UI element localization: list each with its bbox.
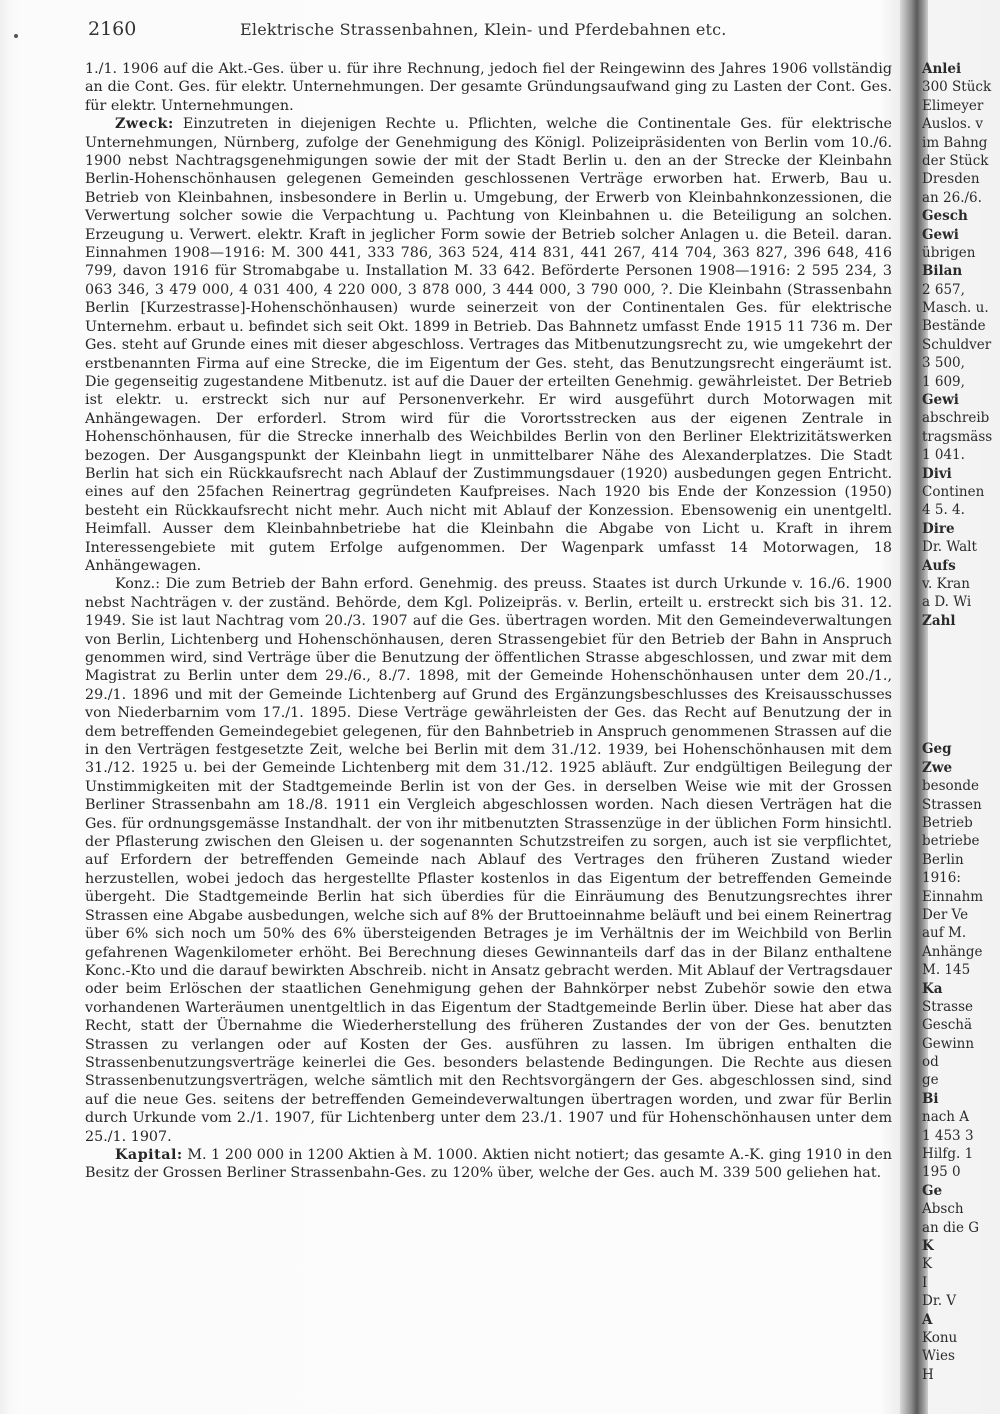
adjacent-page-line: auf M. <box>922 925 967 942</box>
adjacent-page-line: Geg <box>922 741 952 758</box>
adjacent-page-line: betriebe <box>922 833 980 850</box>
kapital-paragraph <box>85 1146 892 1183</box>
adjacent-page-line: K <box>922 1238 934 1254</box>
adjacent-page-line: Gewi <box>922 392 959 409</box>
adjacent-page-line: übrigen <box>922 244 976 261</box>
adjacent-page-line: Bi <box>922 1090 939 1107</box>
adjacent-page-line: besonde <box>922 778 980 795</box>
adjacent-page-line <box>922 704 1000 722</box>
adjacent-page-line <box>922 649 1000 667</box>
adjacent-page-line: Anlei <box>922 61 962 77</box>
adjacent-page-line: Bestände <box>922 318 986 335</box>
adjacent-page-line: Geschä <box>922 1017 973 1034</box>
adjacent-page-line: Aufs <box>922 557 956 574</box>
kapital-label: Kapital: <box>115 1146 183 1163</box>
adjacent-page-column <box>922 60 1000 1414</box>
adjacent-page-line: 195 0 <box>922 1164 961 1181</box>
adjacent-page-line: Strasse <box>922 998 974 1015</box>
adjacent-page-line: H <box>922 1366 934 1383</box>
adjacent-page-line: tragsmäss <box>922 428 993 445</box>
konz-paragraph: Konz.: Die zum Betrieb der Bahn erford. Genehmig. des preuss. Staates ist durch Urkunde v. 16./6. 1900 nebst Nachträgen v. der zuständ. Behörde, dem Kgl. Polizeipräs. v. Berlin, erteilt u. erstreckt sich bis 31. 12. 1949. Sie ist laut Nachtrag vom 20./3. 1907 auf die Ges. übertragen worden. Mit den Gemeindeverwaltungen von Berlin, Lichtenberg und Hohenschönhausen, deren Strassengebiet für den Betrieb der Bahn in Anspruch genommen wird, sind Verträge über die Benutzung der öffentlichen Strasse abgeschlossen, und zwar mit dem Magistrat zu Berlin unter dem 29./6., 8./7. 1898, mit der Gemeinde Hohenschönhausen unter dem 20./1., 29./1. 1896 und mit der Gemeinde Lichtenberg auf Grund des Ergänzungsbeschlusses des Kreisausschusses von Niederbarnim vom 17./1. 1895. Diese Verträge gewährleisten der Ges. das Recht auf Benutzung der in dem betreffenden Gemeindegebiet gelegenen, für den Bahnbetrieb in Anspruch genommenen Strassen auf die in den Verträgen festgesetzte Zeit, welche bei Berlin mit dem 31./12. 1939, bei Hohenschönhausen mit dem 31./12. 1925 u. bei der Gemeinde Lichtenberg mit dem 31./12. 1925 abläuft. Zur endgültigen Beilegung der Unstimmigkeiten mit der Stadtgemeinde Berlin ist von der Ges. in derselben Weise wie mit der Grossen Berliner Strassenbahn am 18./8. 1911 ein Vergleich abgeschlossen worden. Nach diesen Verträgen hat die Ges. für ordnungsgemässe Instandhalt. der von ihr mitbenutzten Strassenzüge in der üblichen Form hinsichtl. der Pflasterung zwischen den Gleisen u. der sogenannten Schutzstreifen zu sorgen, auch ist sie verpflichtet, auf Erfordern der betreffenden Gemeinde nach Ablauf des Vertrages den früheren Zustand wieder herzustellen, wobei jedoch das hergestellte Pflaster kostenlos in das Eigentum der betreffenden Gemeinde übergeht. Die Stadtgemeinde Berlin hat sich überdies für die Einräumung des Benutzungsrechtes ihrer Strassen eine Abgabe ausbedungen, welche sich auf 8% der Bruttoeinnahme beläuft und bei einem Reinertrag über 6% sich noch um 50% des 6% übersteigenden Betrages je im Verhältnis der im Weichbild von Berlin gefahrenen Wagenkilometer erhöht. Bei Berechnung dieses Gewinnanteils darf das in der Bilanz enthaltene Konc.-Kto und die darauf bewirkten Abschreib. nicht in Ansatz gebracht werden. Mit Ablauf der Vertragsdauer oder beim Erlöschen der staatlichen Genehmigung gehen der Bahnkörper nebst Zubehör sowie den etwa vorhandenen Warteräumen unentgeltlich in das Eigentum der Stadtgemeinde Berlin über. Diese hat aber das Recht, statt der Übernahme die Wiederherstellung des früheren Zustandes der von der Ges. benutzten Strassen zu verlangen oder auf Kosten der Ges. ausführen zu lassen. Im übrigen enthalten die Strassenbenutzungsverträge keinerlei die Ges. besonders belastende Bedingungen. Die Rechte aus diesen Strassenbenutzungsverträgen, welche sämtlich mit den Rechtsvorgängern der Ges. abgeschlossen sind, sind auf die neue Ges. seitens der betreffenden Gemeindeverwaltungen übertragen worden, und zwar für Berlin durch Urkunde vom 2./1. 1907, für Lichtenberg unter dem 23./1. 1907 und für Hohenschönhausen unter dem 25./1. 1907. <box>85 576 892 1145</box>
adjacent-page-line: Elimeyer <box>922 97 984 114</box>
adjacent-page-line: 2 657, <box>922 281 965 298</box>
adjacent-page-line <box>922 667 1000 685</box>
adjacent-page-line: abschreib <box>922 410 990 427</box>
adjacent-page-line: Schuldver <box>922 336 992 353</box>
adjacent-page-line: an 26./6. <box>922 189 982 206</box>
adjacent-page-line: Dr. Walt <box>922 539 977 556</box>
adjacent-page-line <box>922 722 1000 740</box>
adjacent-page-line: Dr. V <box>922 1293 957 1310</box>
adjacent-page-line: Dire <box>922 520 955 537</box>
zweck-paragraph <box>85 115 892 575</box>
zweck-label: Zweck: <box>115 116 174 133</box>
adjacent-page-line: Continen <box>922 483 985 500</box>
adjacent-page-line: Der Ve <box>922 906 969 923</box>
adjacent-page-line: I <box>922 1274 928 1291</box>
intro-paragraph: 1./1. 1906 auf die Akt.-Ges. über u. für ihre Rechnung, jedoch fiel der Reingewinn des Jahres 1906 vollständig an die Cont. Ges. für elektr. Unternehmungen. Der gesamte Gründungsaufwand ging zu Lasten der Cont. Ges. für elektr. Unternehmungen. <box>85 61 892 114</box>
adjacent-page-line: Wies <box>922 1348 955 1365</box>
adjacent-page-line: im Bahng <box>922 134 988 151</box>
adjacent-page-line: 1 609, <box>922 373 965 390</box>
adjacent-page-line: 1 041. <box>922 447 965 464</box>
adjacent-page-line: 3 500, <box>922 355 965 372</box>
zweck-text: Einzutreten in diejenigen Rechte u. Pflichten, welche die Continentale Ges. für elektrische Unternehmungen, Nürnberg, zufolge der Genehmigung des Königl. Polizeipräsidenten von Berlin vom 10./6. 1900 nebst Nachtragsgenehmigungen sowie der mit der Stadt Berlin u. den an der Strecke der Kleinbahn Berlin-Hohenschönhausen gelegenen Gemeinden geschlossenen Verträge erworben hat. Erwerb, Bau u. Betrieb von Kleinbahnen, insbesondere in Berlin u. Umgebung, der Erwerb von Kleinbahnkonzessionen, die Verwertung solcher sowie die Verpachtung u. Pachtung von Kleinbahnen u. die Beteiligung an solchen. Erzeugung u. Verwert. elektr. Kraft in jeglicher Form sowie der Betrieb solcher Anlagen u. die Beteil. daran. Einnahmen 1908—1916: M. 300 441, 333 786, 363 524, 414 831, 441 267, 414 704, 363 827, 396 648, 416 799, davon 1916 für Stromabgabe u. Installation M. 33 642. Beförderte Personen 1908—1916: 2 595 234, 3 063 346, 3 479 000, 4 031 400, 4 220 000, 3 878 000, 3 444 000, 3 790 000, ?. Die Kleinbahn (Strassenbahn Berlin [Kurzestrasse]-Hohenschönhausen) wurde seinerzeit von der Continentalen Ges. für elektrische Unternehm. erbaut u. befindet sich seit Okt. 1899 in Betrieb. Das Bahnnetz umfasst Ende 1915 11 736 m. Der Ges. steht auf Grunde eines mit dieser abgeschloss. Vertrages das Mitbenutzungsrecht zu, wie umgekehrt der erstbenannten Firma auf eine Strecke, die im Eigentum der Ges. steht, das Benutzungsrecht eingeräumt ist. Die gegenseitig zugestandene Mitbenutz. ist auf die Dauer der erteilten Genehmig. gewährleistet. Der Betrieb ist elektr. u. erstreckt sich nur auf Personenverkehr. Er wird ausgeführt durch Motorwagen mit Anhängewagen. Der erforderl. Strom wird für die Vorortsstrecken aus der eigenen Zentrale in Hohenschönhausen, für die Strecke innerhalb des Weichbildes Berlin von den Berliner Elektrizitätswerken bezogen. Der Ausgangspunkt der Kleinbahn liegt in unmittelbarer Nähe des Alexanderplatzes. Die Stadt Berlin hat sich ein Rückkaufsrecht nach Ablauf der Zustimmungsdauer (1920) ausbedungen gegen Entricht. eines auf den 25fachen Reinertrag gegründeten Kaufpreises. Nach 1920 bis Ende der Konzession (1950) besteht ein Rückkaufsrecht nicht mehr. Auch nicht mit Ablauf der Konzession. Ebensowenig ein unentgeltl. Heimfall. Ausser dem Kleinbahnbetriebe hat die Kleinbahn die Abgabe von Licht u. Kraft in ihrem Interessengebiete mit gutem Erfolge aufgenommen. Der Wagenpark umfasst 14 Motorwagen, 18 Anhängewagen. <box>85 116 892 574</box>
kapital-text: M. 1 200 000 in 1200 Aktien à M. 1000. Aktien nicht notiert; das gesamte A.-K. ging 1910 in den Besitz der Grossen Berliner Strassenbahn-Ges. zu 120% über, welche der Ges. auch M. 339 500 geliehen hat. <box>85 1146 892 1182</box>
adjacent-page-line: Gewi <box>922 226 959 243</box>
adjacent-page-line: ge <box>922 1072 939 1089</box>
adjacent-page-line: K <box>922 1256 933 1273</box>
adjacent-page-line: Zahl <box>922 612 956 629</box>
adjacent-page-line: A <box>922 1311 933 1328</box>
adjacent-page-line: Absch <box>922 1201 964 1218</box>
adjacent-page-line: Einnahm <box>922 888 984 905</box>
page-number: 2160 <box>88 18 137 40</box>
adjacent-page-line: Gewinn <box>922 1035 975 1052</box>
adjacent-page-line <box>922 630 1000 648</box>
adjacent-page-line: Betrieb <box>922 815 973 832</box>
adjacent-page-line: Dresden <box>922 171 980 188</box>
adjacent-page-line: Strassen <box>922 796 982 813</box>
page-header <box>60 18 890 48</box>
adjacent-page-line: a D. Wi <box>922 594 972 611</box>
adjacent-page-line: 4 5. 4. <box>922 502 965 519</box>
adjacent-page-line: der Stück <box>922 152 989 169</box>
adjacent-page-line: 300 Stück <box>922 79 992 96</box>
adjacent-page-line <box>922 685 1000 703</box>
adjacent-page-line: od <box>922 1054 939 1071</box>
adjacent-page-line: Zwe <box>922 759 953 776</box>
adjacent-page-line: 1 453 3 <box>922 1127 974 1144</box>
adjacent-page-line: nach A <box>922 1109 970 1126</box>
adjacent-page-line: v. Kran <box>922 575 970 592</box>
adjacent-page-line: 1916: <box>922 870 961 887</box>
adjacent-page-line: Bilan <box>922 263 963 280</box>
adjacent-page-line: Gesch <box>922 208 968 225</box>
adjacent-page-line: Auslos. v <box>922 116 983 133</box>
adjacent-page-line: Berlin <box>922 851 964 868</box>
adjacent-page-line: Konu <box>922 1329 958 1346</box>
adjacent-page-line: an die G <box>922 1219 980 1236</box>
running-title: Elektrische Strassenbahnen, Klein- und Pferdebahnen etc. <box>240 20 727 39</box>
adjacent-page-line: Masch. u. <box>922 300 989 317</box>
adjacent-page-line: Ka <box>922 980 943 997</box>
main-text-column <box>85 60 892 1183</box>
margin-dot <box>14 34 18 38</box>
adjacent-page-line: Ge <box>922 1182 943 1199</box>
adjacent-page-line: Hilfg. 1 <box>922 1146 974 1163</box>
adjacent-page-line: Anhänge <box>922 943 983 960</box>
adjacent-page-line: M. 145 <box>922 962 971 979</box>
adjacent-page-line: Divi <box>922 465 952 482</box>
